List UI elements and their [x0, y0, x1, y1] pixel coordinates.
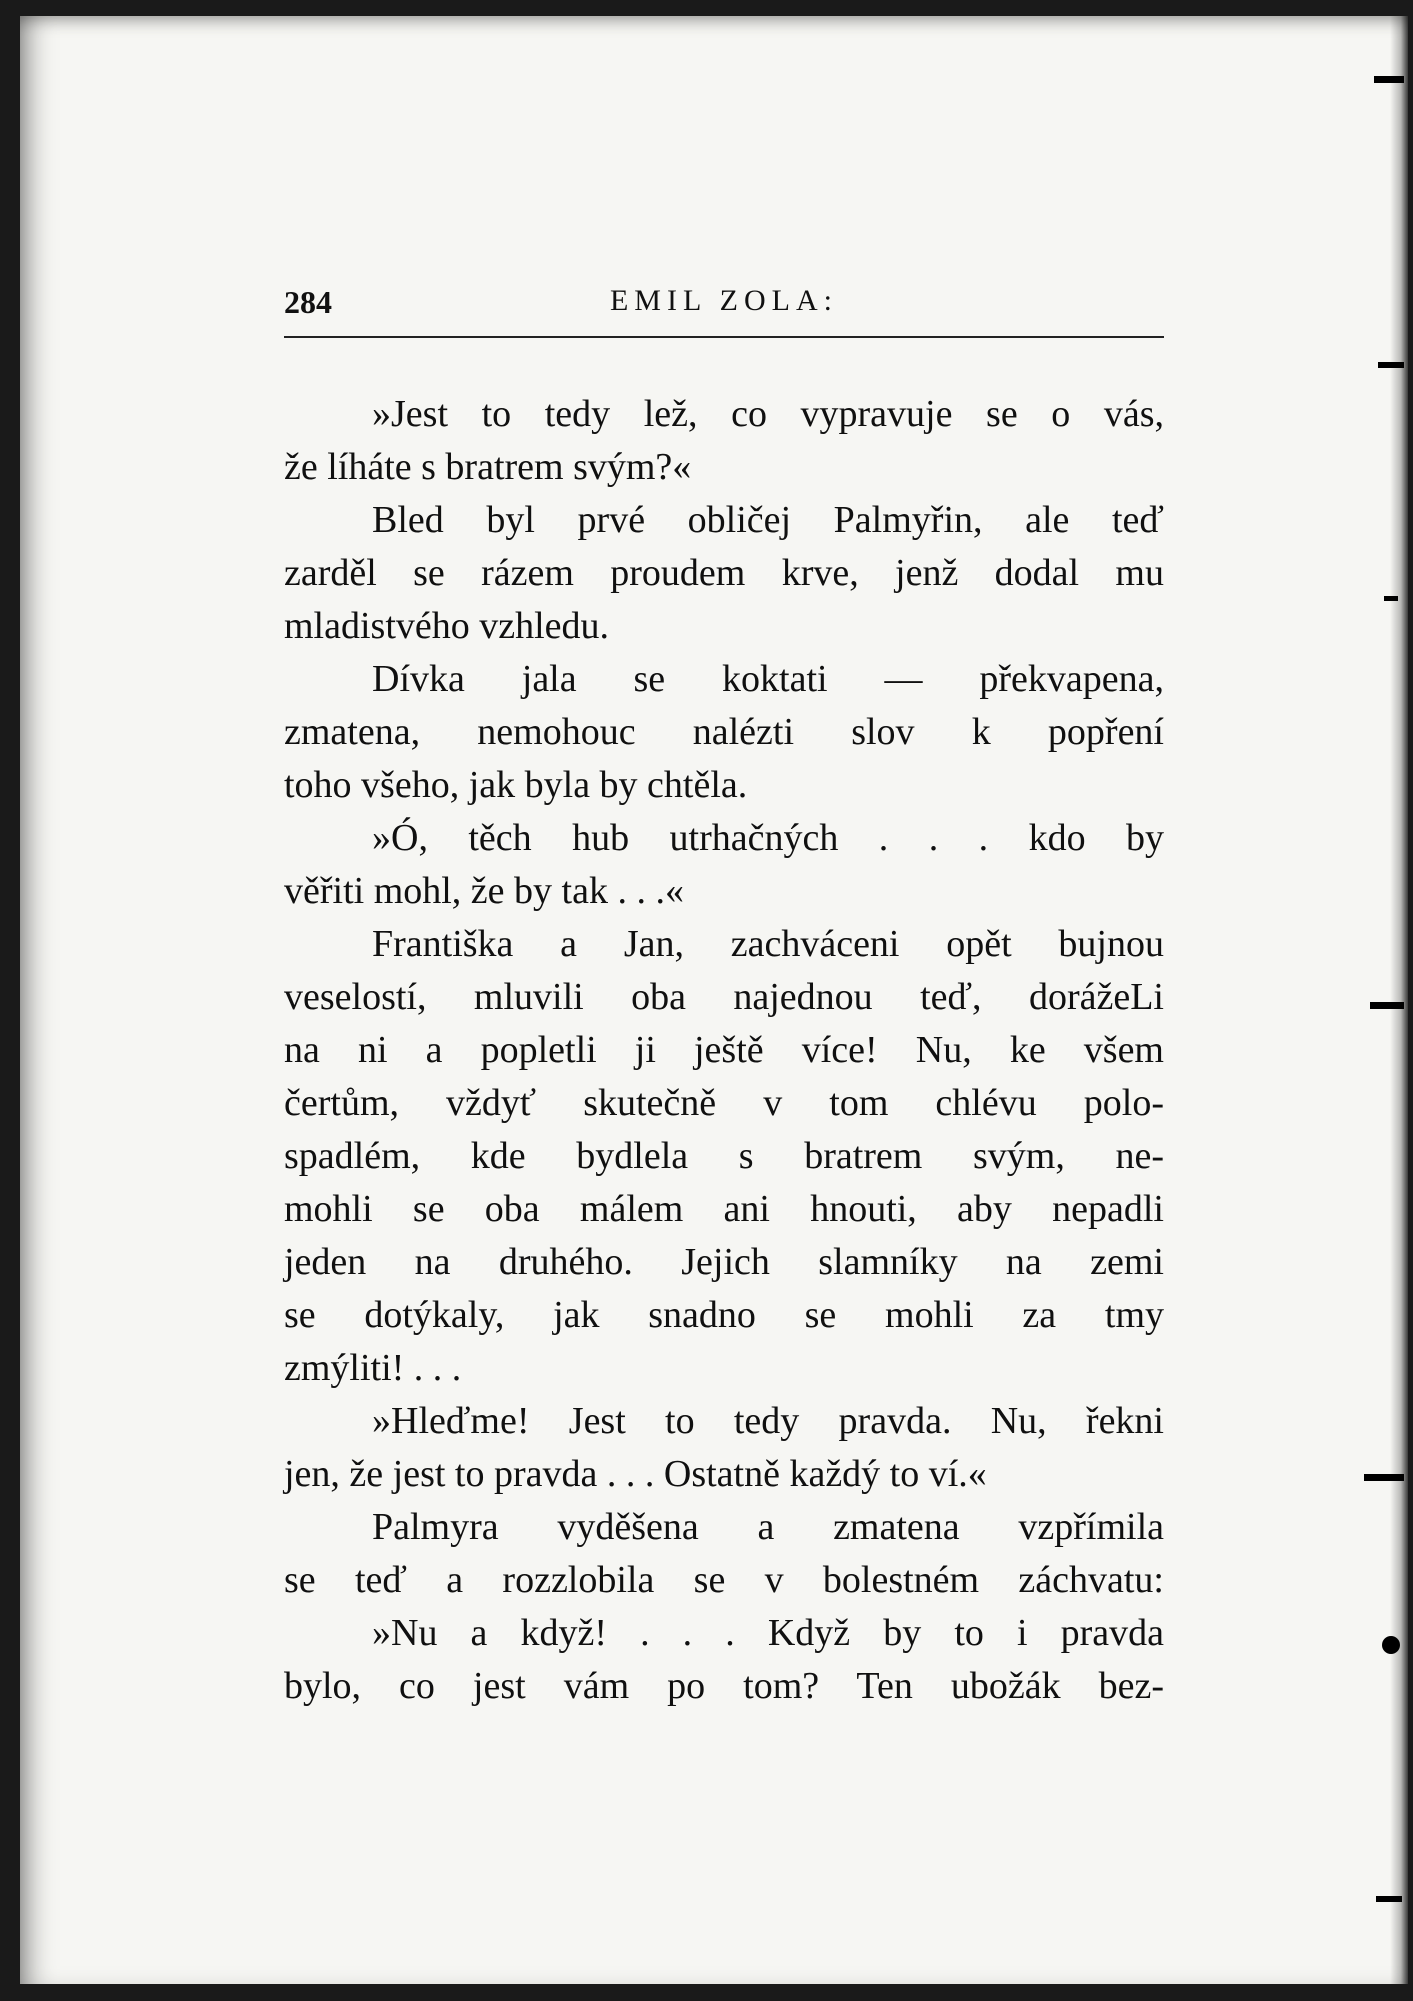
text-line: Bled byl prvé obličej Palmyřin, ale teď [372, 499, 1164, 541]
binding-mark [1378, 362, 1404, 368]
text-line: Františka a Jan, zachváceni opět bujnou [372, 923, 1164, 965]
text-line: zmýliti! . . . [284, 1347, 462, 1389]
text-line: na ni a popletli ji ještě více! Nu, ke všem [284, 1029, 1164, 1071]
body-text [284, 388, 1164, 1713]
text-line: se teď a rozzlobila se v bolestném záchvatu: [284, 1559, 1164, 1601]
binding-mark [1364, 1474, 1404, 1481]
text-line: že líháte s bratrem svým?« [284, 446, 692, 488]
text-line: mladistvého vzhledu. [284, 605, 610, 647]
text-line: Dívka jala se koktati — překvapena, [372, 658, 1164, 700]
text-line: jen, že jest to pravda . . . Ostatně každý to ví.« [284, 1453, 987, 1495]
text-line: čertům, vždyť skutečně v tom chlévu polo- [284, 1082, 1164, 1124]
running-head [284, 284, 1164, 328]
text-line: »Jest to tedy lež, co vypravuje se o vás, [372, 393, 1164, 435]
text-line: mohli se oba málem ani hnouti, aby nepadli [284, 1188, 1164, 1230]
page-number: 284 [284, 284, 332, 320]
text-line: bylo, co jest vám po tom? Ten ubožák bez- [284, 1665, 1164, 1707]
text-line: spadlém, kde bydlela s bratrem svým, ne- [284, 1135, 1164, 1177]
text-line: »Ó, těch hub utrhačných . . . kdo by [372, 817, 1164, 859]
text-line: Palmyra vyděšena a zmatena vzpřímila [372, 1506, 1164, 1548]
running-title: EMIL ZOLA: [609, 284, 839, 317]
text-line: toho všeho, jak byla by chtěla. [284, 764, 748, 806]
book-page [20, 16, 1408, 1984]
text-line: »Hleďme! Jest to tedy pravda. Nu, řekni [372, 1400, 1164, 1442]
binding-mark [1376, 1896, 1402, 1902]
text-line: »Nu a když! . . . Když by to i pravda [372, 1612, 1164, 1654]
binding-mark [1370, 1002, 1404, 1009]
binding-mark [1384, 596, 1398, 601]
text-line: jeden na druhého. Jejich slamníky na zemi [284, 1241, 1164, 1283]
binding-mark [1382, 1636, 1400, 1654]
text-line: zmatena, nemohouc nalézti slov k popření [284, 711, 1164, 753]
text-line: veselostí, mluvili oba najednou teď, dorážeLi [284, 976, 1164, 1018]
binding-mark [1374, 76, 1404, 83]
text-line: zarděl se rázem proudem krve, jenž dodal mu [284, 552, 1164, 594]
text-line: věřiti mohl, že by tak . . .« [284, 870, 684, 912]
header-rule [284, 336, 1164, 338]
text-line: se dotýkaly, jak snadno se mohli za tmy [284, 1294, 1164, 1336]
